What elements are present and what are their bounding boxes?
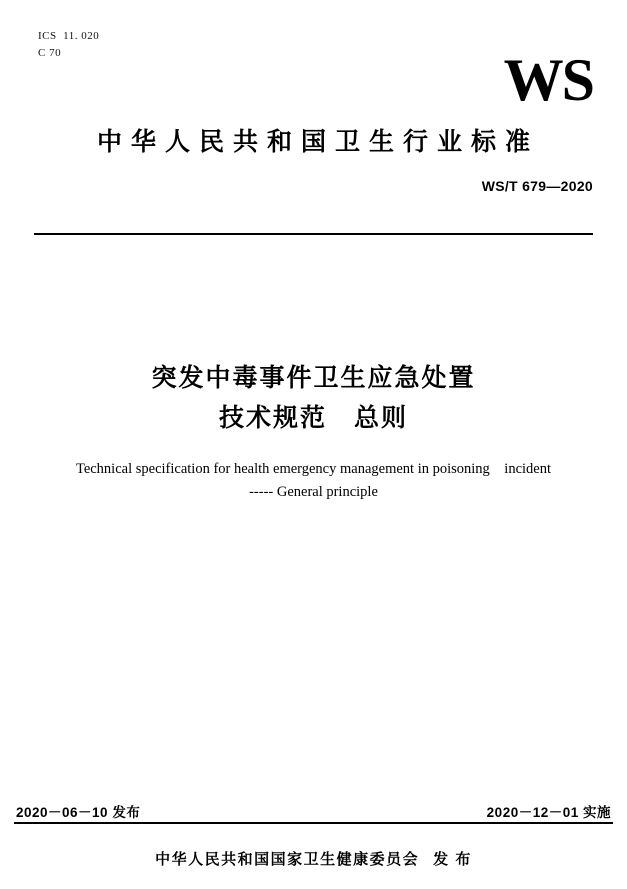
issuing-authority-name: 中华人民共和国国家卫生健康委员会	[155, 851, 420, 868]
standard-number: WS/T 679—2020	[481, 178, 593, 194]
document-title-en-line1: Technical specification for health emergency management in poisoning incident	[75, 461, 552, 477]
document-title-en-line2: ----- General principle	[249, 484, 378, 500]
document-title-cn-line2: 技术规范 总则	[218, 404, 408, 432]
issuing-authority-suffix: 发 布	[433, 851, 472, 868]
ics-classification-block	[38, 28, 99, 62]
ics-code-line: ICS 11. 020	[38, 30, 100, 42]
header-divider	[34, 233, 593, 235]
document-title-cn	[0, 358, 627, 438]
ws-logo: WS	[503, 47, 593, 113]
document-title-en	[0, 458, 627, 504]
issue-date: 2020－06－10 发布	[16, 805, 141, 820]
standard-series-title: 中华人民共和国卫生行业标准	[96, 128, 539, 156]
document-title-cn-line1: 突发中毒事件卫生应急处置	[151, 364, 476, 392]
footer-divider	[14, 822, 613, 824]
ccs-code-line: C 70	[38, 47, 62, 59]
issuing-authority	[0, 848, 627, 869]
implementation-date: 2020－12－01 实施	[486, 805, 611, 820]
